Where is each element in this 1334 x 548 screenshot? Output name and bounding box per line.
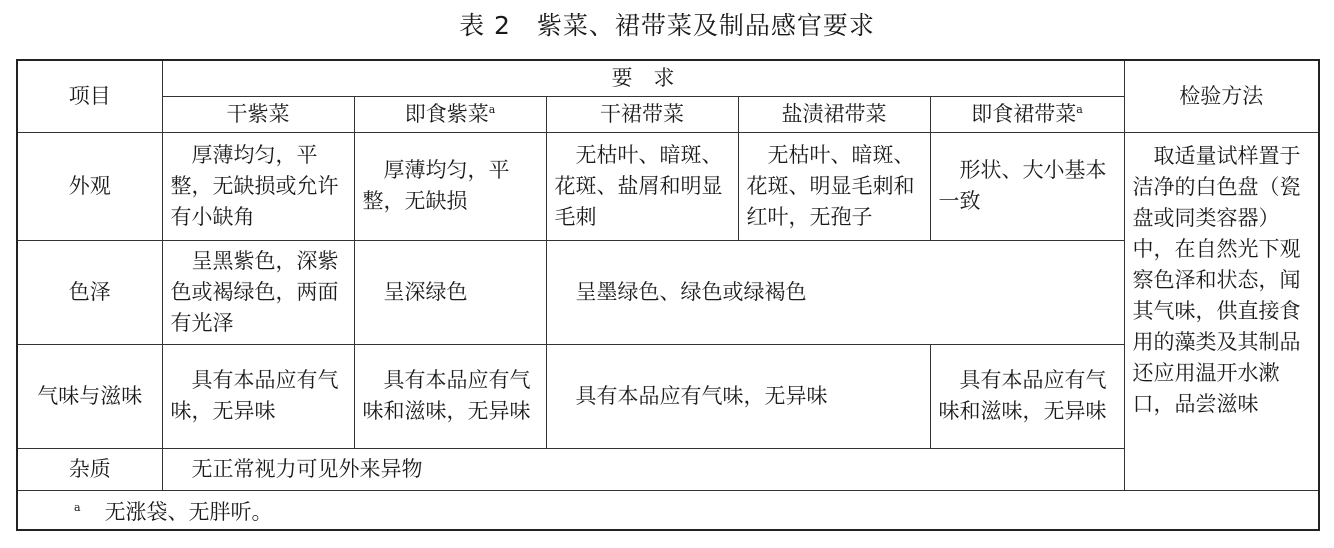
cell: 呈深绿色 <box>354 240 546 344</box>
row-label: 气味与滋味 <box>17 344 162 448</box>
header-label: 即食紫菜 <box>404 101 489 126</box>
row-smell-taste <box>17 344 1319 448</box>
header-dried-laver <box>162 96 354 132</box>
header-dried-wakame <box>546 96 738 132</box>
cell: 具有本品应有气味和滋味，无异味 <box>930 344 1124 448</box>
header-label: 干裙带菜 <box>600 101 684 126</box>
cell: 无正常视力可见外来异物 <box>162 448 1124 490</box>
header-label: 盐渍裙带菜 <box>781 101 887 126</box>
row-label: 外观 <box>17 132 162 240</box>
cell: 无枯叶、暗斑、花斑、盐屑和明显毛刺 <box>546 132 738 240</box>
header-row-2 <box>17 96 1319 132</box>
header-row-1 <box>17 60 1319 96</box>
header-method: 检验方法 <box>1124 60 1319 132</box>
header-salted-wakame <box>738 96 930 132</box>
cell: 具有本品应有气味，无异味 <box>162 344 354 448</box>
header-instant-laver <box>354 96 546 132</box>
cell: 厚薄均匀，平整，无缺损 <box>354 132 546 240</box>
footnote-marker: a <box>74 500 81 514</box>
inspection-method: 取适量试样置于洁净的白色盘（瓷盘或同类容器）中，在自然光下观察色泽和状态，闻其气味，供直接食用的藻类及其制品还应用温开水漱口，品尝滋味 <box>1124 132 1319 490</box>
row-label: 色泽 <box>17 240 162 344</box>
row-impurity <box>17 448 1319 490</box>
header-label: 干紫菜 <box>226 101 290 126</box>
footnote-marker: a <box>1076 102 1083 116</box>
cell: 呈墨绿色、绿色或绿褐色 <box>546 240 1124 344</box>
cell: 具有本品应有气味和滋味，无异味 <box>354 344 546 448</box>
cell: 厚薄均匀，平整，无缺损或允许有小缺角 <box>162 132 354 240</box>
footnote-row <box>17 490 1319 530</box>
table-title: 表 2 紫菜、裙带菜及制品感官要求 <box>459 11 875 40</box>
row-color <box>17 240 1319 344</box>
header-label: 即食裙带菜 <box>971 101 1077 126</box>
footnote-text: 无涨袋、无胖听。 <box>104 499 273 524</box>
row-appearance <box>17 132 1319 240</box>
sensory-requirements-table <box>16 59 1320 531</box>
footnote <box>17 490 1319 530</box>
footnote-marker: a <box>488 102 496 116</box>
header-item: 项目 <box>17 60 162 132</box>
cell: 形状、大小基本一致 <box>930 132 1124 240</box>
header-instant-wakame <box>930 96 1124 132</box>
cell: 具有本品应有气味，无异味 <box>546 344 930 448</box>
cell: 无枯叶、暗斑、花斑、明显毛刺和红叶，无孢子 <box>738 132 930 240</box>
row-label: 杂质 <box>17 448 162 490</box>
header-requirement: 要 求 <box>162 60 1124 96</box>
cell: 呈黑紫色，深紫色或褐绿色，两面有光泽 <box>162 240 354 344</box>
